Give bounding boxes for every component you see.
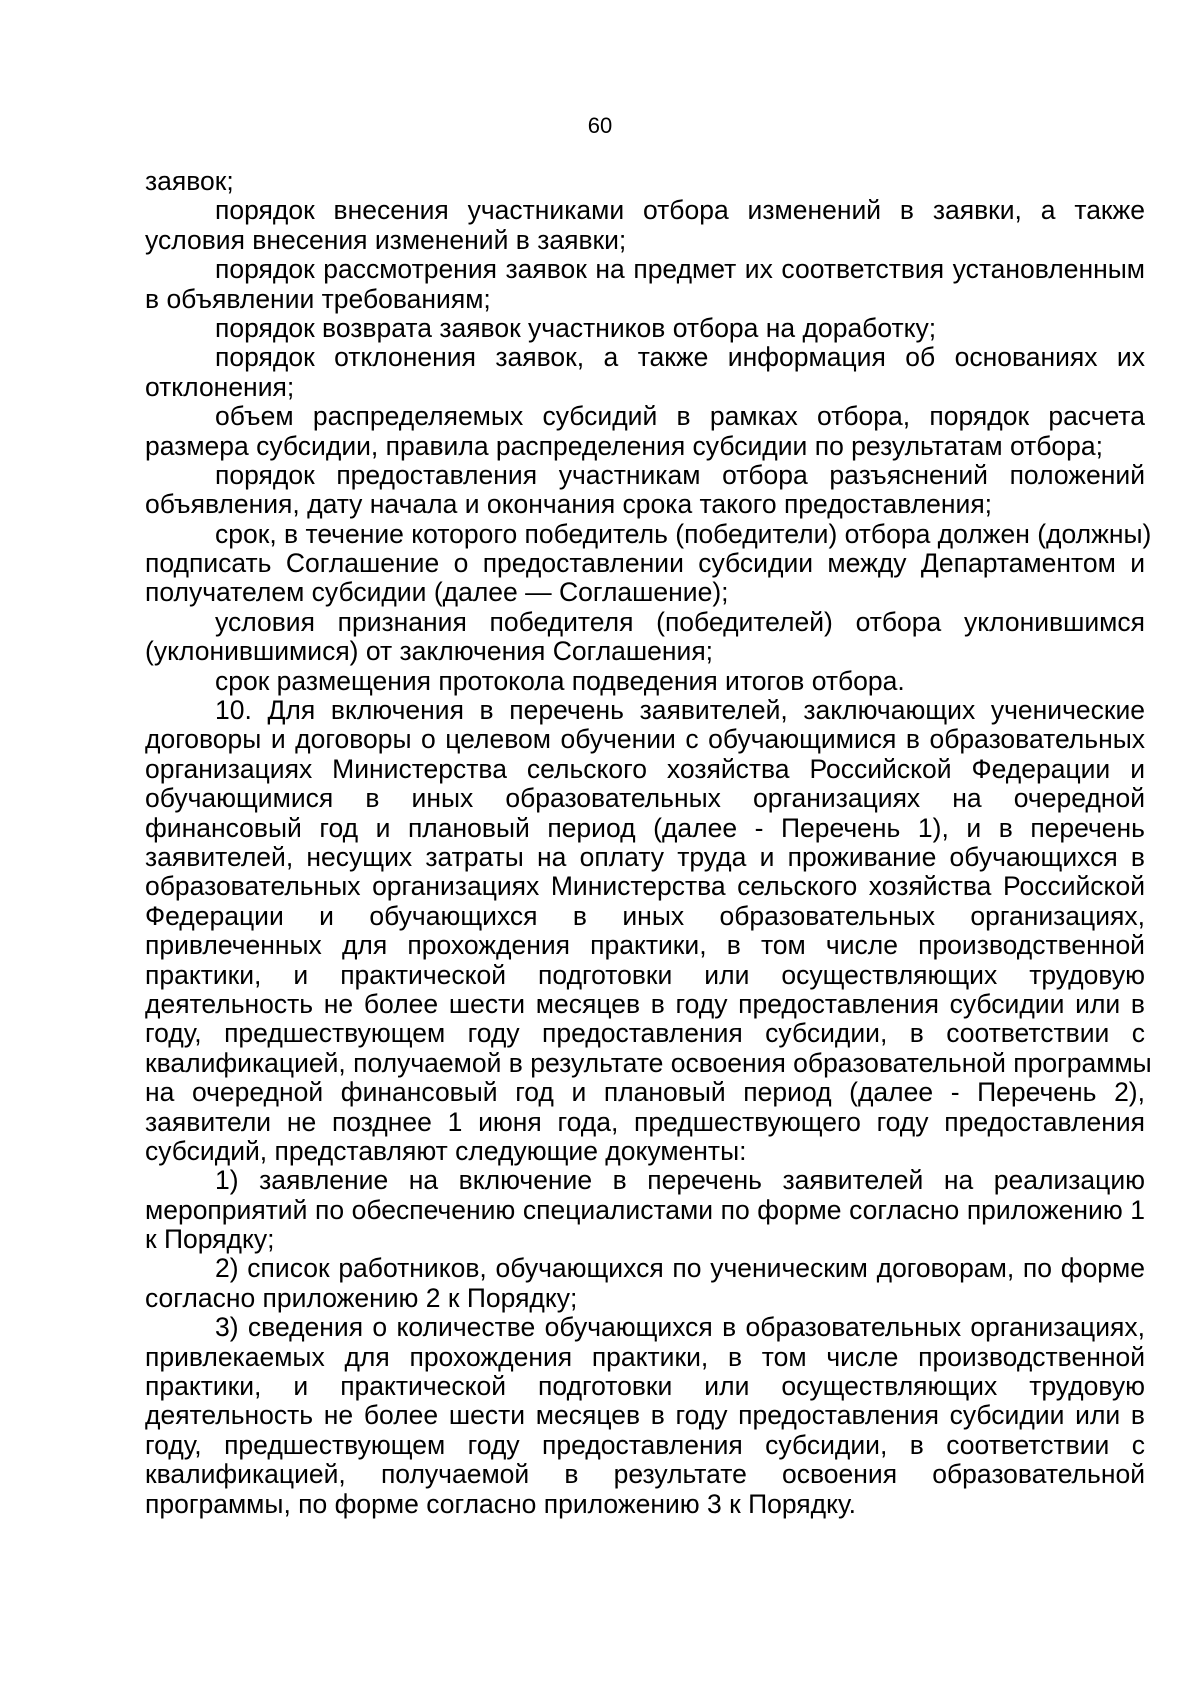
text-line: заявителей, несущих затраты на оплату труда и проживание обучающихся в xyxy=(145,841,1145,872)
text-line: году, предшествующем году предоставления субсидии, в соответствии с xyxy=(145,1429,1145,1460)
text-line: деятельность не более шести месяцев в году предоставления субсидии или в xyxy=(145,988,1145,1019)
text-line: условия признания победителя (победителей) отбора уклонившимся xyxy=(215,606,1145,637)
text-line: в объявлении требованиям; xyxy=(145,283,491,314)
text-line: практики, и практической подготовки или осуществляющих трудовую xyxy=(145,1371,1145,1402)
text-line: порядок предоставления участникам отбора разъяснений положений xyxy=(215,459,1145,490)
text-line: привлеченных для прохождения практики, в том числе производственной xyxy=(145,930,1145,961)
text-line: образовательных организациях Министерства сельского хозяйства Российской xyxy=(145,871,1145,902)
text-line: организациях Министерства сельского хозяйства Российской Федерации и xyxy=(145,753,1145,784)
text-line: срок размещения протокола подведения итогов отбора. xyxy=(215,665,905,696)
text-line: к Порядку; xyxy=(145,1224,275,1255)
text-line: получателем субсидии (далее — Соглашение); xyxy=(145,577,729,608)
text-line: заявители не позднее 1 июня года, предшествующего году предоставления xyxy=(145,1106,1145,1137)
text-line: порядок рассмотрения заявок на предмет их соответствия установленным xyxy=(215,254,1145,285)
page-number: 60 xyxy=(587,113,613,138)
text-line: заявок; xyxy=(145,166,234,196)
text-line: году, предшествующем году предоставления субсидии, в соответствии с xyxy=(145,1018,1145,1049)
text-line: отклонения; xyxy=(145,371,295,402)
text-line: согласно приложению 2 к Порядку; xyxy=(145,1282,578,1313)
text-line: (уклонившимися) от заключения Соглашения; xyxy=(145,636,714,667)
text-line: порядок возврата заявок участников отбора на доработку; xyxy=(215,312,937,343)
text-line: размера субсидии, правила распределения субсидии по результатам отбора; xyxy=(145,430,1103,461)
text-line: мероприятий по обеспечению специалистами по форме согласно приложению 1 xyxy=(145,1194,1145,1225)
text-line: финансовый год и плановый период (далее - Перечень 1), и в перечень xyxy=(145,812,1145,843)
text-line: порядок внесения участниками отбора изменений в заявки, а также xyxy=(215,195,1145,226)
text-line: 2) список работников, обучающихся по ученическим договорам, по форме xyxy=(215,1253,1145,1284)
text-line: практики, и практической подготовки или осуществляющих трудовую xyxy=(145,959,1145,990)
text-line: обучающимися в иных образовательных организациях на очередной xyxy=(145,783,1145,814)
text-line: 1) заявление на включение в перечень заявителей на реализацию xyxy=(215,1165,1145,1196)
text-line: срок, в течение которого победитель (победители) отбора должен (должны) xyxy=(215,518,1152,549)
text-line: квалификацией, получаемой в результате освоения образовательной программы xyxy=(145,1047,1152,1078)
text-line: субсидий, представляют следующие документы: xyxy=(145,1135,747,1166)
text-line: Федерации и обучающихся в иных образовательных организациях, xyxy=(145,900,1145,931)
text-line: квалификацией, получаемой в результате освоения образовательной xyxy=(145,1459,1145,1490)
document-body xyxy=(145,166,1152,1519)
text-line: объем распределяемых субсидий в рамках отбора, порядок расчета xyxy=(215,401,1145,432)
text-line: порядок отклонения заявок, а также информация об основаниях их xyxy=(215,342,1145,373)
text-line: условия внесения изменений в заявки; xyxy=(145,224,627,255)
text-line: на очередной финансовый год и плановый период (далее - Перечень 2), xyxy=(145,1077,1145,1108)
text-line: привлекаемых для прохождения практики, в том числе производственной xyxy=(145,1341,1145,1372)
text-line: договоры и договоры о целевом обучении с обучающимися в образовательных xyxy=(145,724,1145,755)
text-line: подписать Соглашение о предоставлении субсидии между Департаментом и xyxy=(145,548,1145,579)
text-line: 3) сведения о количестве обучающихся в образовательных организациях, xyxy=(215,1312,1145,1343)
text-line: 10. Для включения в перечень заявителей, заключающих ученические xyxy=(215,695,1145,726)
text-line: программы, по форме согласно приложению 3 к Порядку. xyxy=(145,1488,856,1519)
text-line: деятельность не более шести месяцев в году предоставления субсидии или в xyxy=(145,1400,1145,1431)
text-line: объявления, дату начала и окончания срока такого предоставления; xyxy=(145,489,993,520)
